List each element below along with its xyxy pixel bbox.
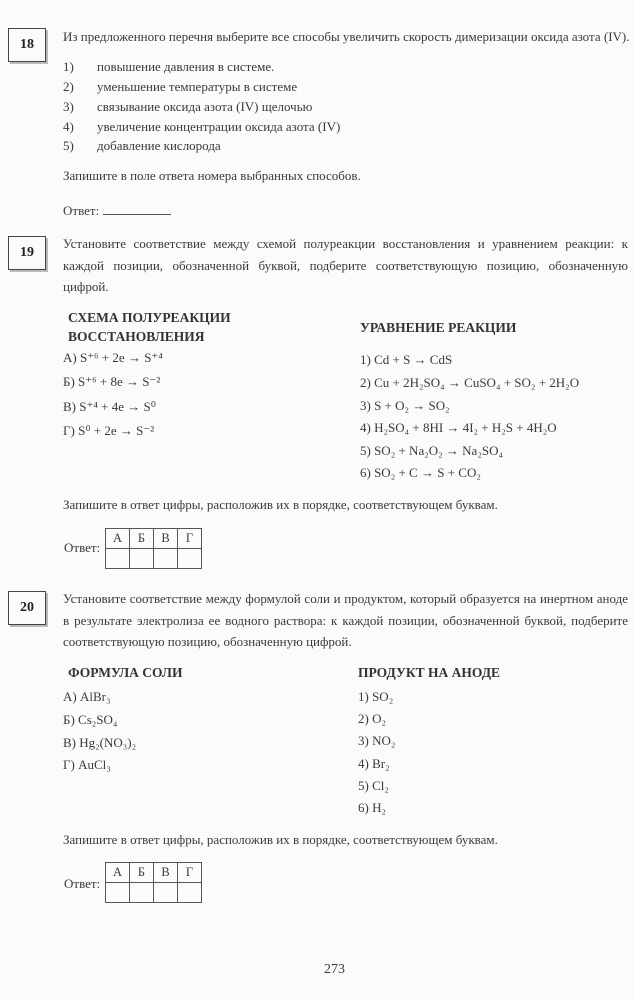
option-text: увеличение концентрации оксида азота (IV) xyxy=(97,119,341,134)
answer-cell[interactable] xyxy=(178,549,202,569)
option-text: добавление кислорода xyxy=(97,138,221,153)
q20-answer-table xyxy=(105,862,202,903)
q18-option-2 xyxy=(63,79,298,95)
page-number: 273 xyxy=(324,962,345,977)
question-number-20: 20 xyxy=(8,591,46,625)
q19-right-item-3: 3) S + O₂ → SO₂ xyxy=(360,398,450,413)
q18-prompt: Из предложенного перечня выберите все способы увеличить скорость димеризации оксида азота (IV). xyxy=(63,29,630,44)
q18-option-5 xyxy=(63,138,221,154)
option-number: 5) xyxy=(63,138,74,153)
answer-cell[interactable] xyxy=(154,549,178,569)
q19-prompt: Установите соответствие между схемой полуреакции восстановления и уравнением реакции: к каждой позиции, обозначенной буквой, подберите соответствующую позицию, обозначенную цифрой. xyxy=(63,236,628,294)
option-text: уменьшение температуры в системе xyxy=(97,79,298,94)
column-header: В xyxy=(154,529,178,549)
question-number-18: 18 xyxy=(8,28,46,62)
q18-instruction: Запишите в поле ответа номера выбранных способов. xyxy=(63,168,361,183)
q19-right-header: УРАВНЕНИЕ РЕАКЦИИ xyxy=(360,320,517,335)
q18-option-1 xyxy=(63,59,275,75)
answer-cell[interactable] xyxy=(178,883,202,903)
q20-left-item-g: Г) AuCl₃ xyxy=(63,757,111,772)
q20-instruction: Запишите в ответ цифры, расположив их в порядке, соответствующем буквам. xyxy=(63,832,498,847)
q19-right-item-4: 4) H₂SO₄ + 8HI → 4I₂ + H₂S + 4H₂O xyxy=(360,420,557,435)
q19-right-item-6: 6) SO₂ + C → S + CO₂ xyxy=(360,465,481,480)
q19-left-header xyxy=(68,308,231,346)
q19-left-item-a: А) S⁺⁶ + 2e → S⁺⁴ xyxy=(63,350,163,365)
q20-answer-label: Ответ: xyxy=(64,876,101,891)
column-header: Б xyxy=(130,863,154,883)
option-number: 3) xyxy=(63,99,74,114)
answer-label: Ответ: xyxy=(63,203,100,218)
q20-right-item-4: 4) Br₂ xyxy=(358,756,390,771)
option-number: 2) xyxy=(63,79,74,94)
answer-input-line[interactable] xyxy=(103,202,171,215)
q18-option-3 xyxy=(63,99,313,115)
q20-left-header: ФОРМУЛА СОЛИ xyxy=(68,665,183,680)
column-header: Б xyxy=(130,529,154,549)
q19-answer-table xyxy=(105,528,202,569)
q20-right-item-5: 5) Cl₂ xyxy=(358,778,389,793)
q20-right-item-6: 6) H₂ xyxy=(358,800,386,815)
q20-right-item-1: 1) SO₂ xyxy=(358,689,394,704)
q20-right-item-2: 2) O₂ xyxy=(358,711,386,726)
q19-right-item-2: 2) Cu + 2H₂SO₄ → CuSO₄ + SO₂ + 2H₂O xyxy=(360,375,580,390)
column-header: А xyxy=(106,529,130,549)
answer-cell[interactable] xyxy=(130,549,154,569)
header-line: СХЕМА ПОЛУРЕАКЦИИ xyxy=(68,310,231,325)
q19-left-item-g: Г) S⁰ + 2e → S⁻² xyxy=(63,423,155,438)
option-text: повышение давления в системе. xyxy=(97,59,275,74)
option-number: 4) xyxy=(63,119,74,134)
question-number-19: 19 xyxy=(8,236,46,270)
option-text: связывание оксида азота (IV) щелочью xyxy=(97,99,313,114)
answer-cell[interactable] xyxy=(154,883,178,903)
answer-cell[interactable] xyxy=(106,549,130,569)
q19-answer-label: Ответ: xyxy=(64,540,101,555)
q19-left-item-v: В) S⁺⁴ + 4e → S⁰ xyxy=(63,399,156,414)
q19-right-item-1: 1) Cd + S → CdS xyxy=(360,352,453,367)
column-header: А xyxy=(106,863,130,883)
answer-cell[interactable] xyxy=(106,883,130,903)
header-line: ВОССТАНОВЛЕНИЯ xyxy=(68,329,205,344)
q19-right-item-5: 5) SO₂ + Na₂O₂ → Na₂SO₄ xyxy=(360,443,504,458)
answer-cell[interactable] xyxy=(130,883,154,903)
option-number: 1) xyxy=(63,59,74,74)
q18-answer xyxy=(63,202,171,219)
q20-left-item-a: А) AlBr₃ xyxy=(63,689,111,704)
q18-option-4 xyxy=(63,119,341,135)
q19-left-item-b: Б) S⁺⁶ + 8e → S⁻² xyxy=(63,374,161,389)
q20-prompt: Установите соответствие между формулой соли и продуктом, который образуется на инертном аноде в результате электролиза ее водного раствора: к каждой позиции, обозначенной буквой, подберите соответствующую позицию, обозначенную цифрой. xyxy=(63,591,628,649)
column-header: В xyxy=(154,863,178,883)
q20-left-item-b: Б) Cs₂SO₄ xyxy=(63,712,118,727)
q20-right-header: ПРОДУКТ НА АНОДЕ xyxy=(358,665,501,680)
column-header: Г xyxy=(178,863,202,883)
q20-right-item-3: 3) NO₂ xyxy=(358,733,396,748)
q19-instruction: Запишите в ответ цифры, расположив их в порядке, соответствующем буквам. xyxy=(63,497,498,512)
q20-left-item-v: В) Hg₂(NO₃)₂ xyxy=(63,735,137,750)
column-header: Г xyxy=(178,529,202,549)
